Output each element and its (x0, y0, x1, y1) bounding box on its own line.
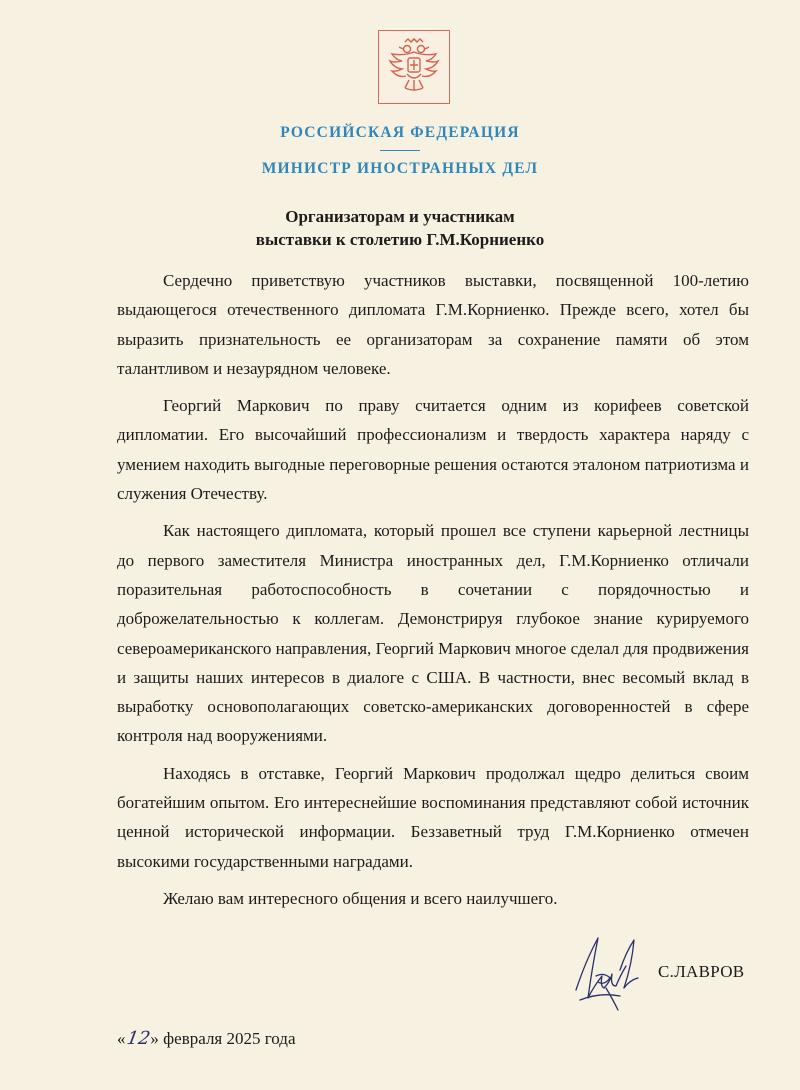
date-day-handwritten: 12 (124, 1028, 152, 1049)
paragraph-5: Желаю вам интересного общения и всего наилучшего. (163, 888, 558, 908)
signatory-name: С.ЛАВРОВ (658, 962, 745, 981)
letter-body (117, 266, 749, 921)
paragraph-1: Сердечно приветствую участников выставки, посвященной 100-летию выдающегося отечественного дипломата Г.М.Корниенко. Прежде всего, хотел бы выразить признательность ее организаторам за сохранение памяти об этом талантливом и незаурядном человеке. (117, 271, 749, 378)
coat-of-arms-emblem-icon (378, 30, 450, 104)
paragraph-2: Георгий Маркович по праву считается одним из корифеев советской дипломатии. Его высочайший профессионализм и твердость характера наряду с умением находить выгодные переговорные решения остаются эталоном патриотизма и служения Отечеству. (117, 396, 749, 504)
date-open-quote: « (117, 1029, 126, 1048)
letterhead-country: РОССИЙСКАЯ ФЕДЕРАЦИЯ (280, 124, 520, 141)
paragraph-3: Как настоящего дипломата, который прошел все ступени карьерной лестницы до первого заместителя Министра иностранных дел, Г.М.Корниенко отличали поразительная работоспособность в сочетании с порядочностью и доброжелательностью к коллегам. Демонстрируя глубокое знание курируемого североамериканского направления, Георгий Маркович многое сделал для продвижения и защиты наших интересов в диалоге с США. В частности, внес весомый вклад в выработку основополагающих советско-американских договоренностей в сфере контроля над вооружениями. (117, 521, 749, 746)
letter-date (117, 1028, 296, 1049)
double-headed-eagle-icon (385, 36, 443, 98)
letterhead-office: МИНИСТР ИНОСТРАННЫХ ДЕЛ (261, 160, 539, 177)
letter-title-line-1: Организаторам и участникам (285, 207, 515, 226)
letter-title (0, 205, 800, 251)
date-month-year: февраля 2025 года (158, 1029, 296, 1048)
letterhead-divider (380, 150, 420, 151)
date-close-quote: » (150, 1029, 159, 1048)
letter-title-line-2: выставки к столетию Г.М.Корниенко (255, 230, 545, 249)
handwritten-signature (570, 930, 660, 1020)
paragraph-4: Находясь в отставке, Георгий Маркович продолжал щедро делиться своим богатейшим опытом. Его интереснейшие воспоминания представляют собой источник ценной исторической информации. Беззаветный труд Г.М.Корниенко отмечен высокими государственными наградами. (117, 763, 749, 871)
